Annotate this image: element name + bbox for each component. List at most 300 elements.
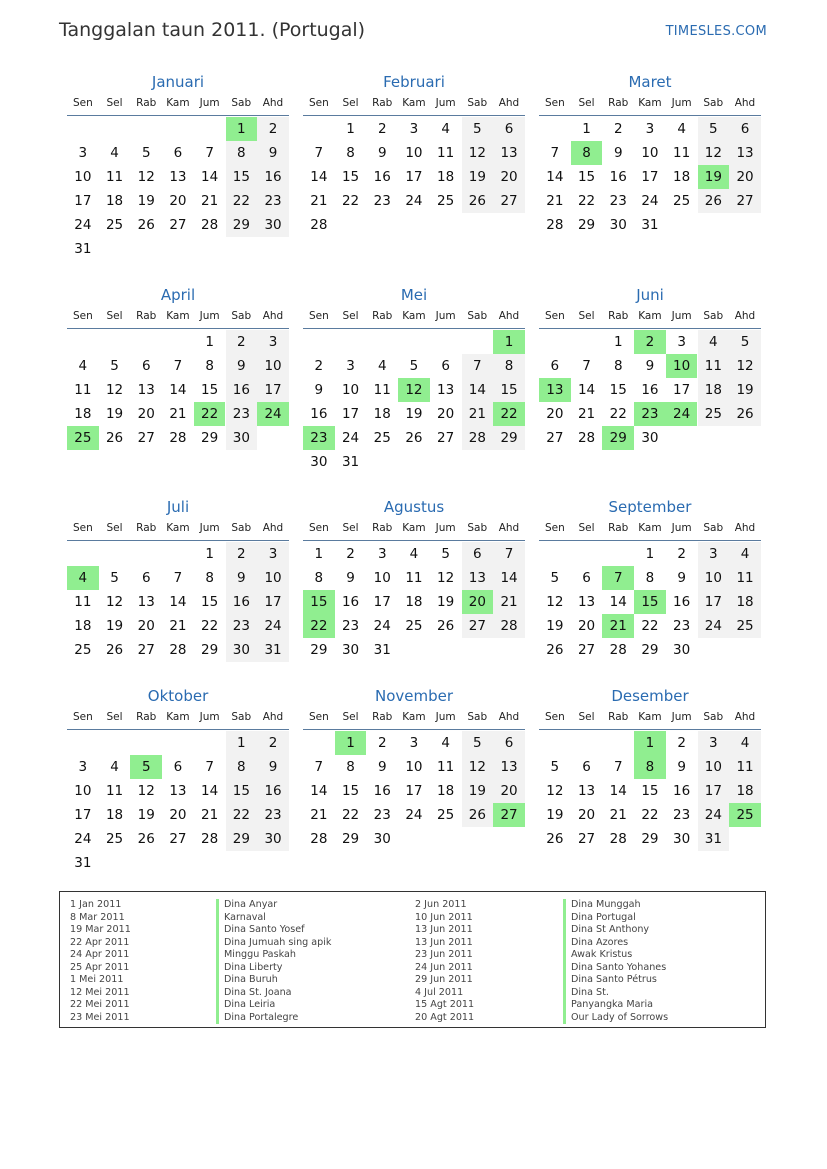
holiday-name: Dina St.	[563, 987, 668, 1000]
day-cell: 19	[729, 378, 761, 402]
weekday-header	[303, 711, 525, 727]
month-name: Februari	[383, 73, 445, 91]
weekday-label: Jum	[199, 310, 220, 322]
day-cell: 16	[226, 378, 258, 402]
day-grid	[539, 730, 761, 876]
holiday-day-cell: 12	[398, 378, 430, 402]
day-cell: 18	[437, 783, 455, 799]
day-cell: 9	[377, 759, 387, 775]
day-cell: 6	[141, 570, 151, 586]
day-cell: 1	[346, 121, 355, 137]
weekday-label: Ahd	[734, 310, 756, 322]
month-agustus	[303, 497, 525, 687]
day-cell: 3	[257, 330, 289, 354]
day-cell: 24	[405, 807, 423, 823]
weekday-label: Sen	[308, 310, 329, 322]
holiday-name: Dina Santo Pétrus	[563, 974, 668, 987]
day-grid	[303, 116, 525, 262]
weekday-label: Sab	[703, 97, 724, 109]
holiday-name: Our Lady of Sorrows	[563, 1012, 668, 1025]
day-cell: 2	[377, 121, 387, 137]
day-cell: 6	[582, 759, 591, 775]
day-cell: 19	[137, 193, 155, 209]
weekday-label: Sab	[703, 310, 724, 322]
day-cell: 26	[729, 402, 761, 426]
weekday-label: Rab	[372, 310, 393, 322]
day-cell: 2	[314, 358, 324, 374]
day-cell: 31	[257, 638, 289, 662]
day-cell: 31	[373, 642, 391, 658]
day-cell: 29	[201, 642, 219, 658]
day-cell: 20	[169, 807, 187, 823]
weekday-label: Sab	[467, 310, 488, 322]
day-cell: 15	[493, 378, 525, 402]
weekday-header	[67, 522, 289, 538]
day-cell: 7	[314, 759, 324, 775]
day-cell: 18	[729, 779, 761, 803]
day-cell: 14	[201, 169, 219, 185]
day-cell: 29	[493, 426, 525, 450]
day-cell: 3	[677, 334, 686, 350]
holiday-day-cell: 13	[539, 378, 571, 402]
day-cell: 11	[729, 566, 761, 590]
day-cell: 10	[373, 570, 391, 586]
legend-dates-col-1	[70, 899, 131, 1024]
weekday-label: Ahd	[498, 711, 520, 723]
day-cell: 5	[141, 145, 151, 161]
day-cell: 22	[641, 618, 659, 634]
day-cell: 12	[729, 354, 761, 378]
day-cell: 6	[493, 117, 525, 141]
month-name: April	[160, 286, 196, 304]
day-cell: 11	[74, 382, 92, 398]
day-cell: 22	[226, 803, 258, 827]
day-cell: 19	[105, 618, 124, 634]
holiday-name: Dina Portalegre	[216, 1012, 331, 1025]
day-cell: 5	[462, 117, 494, 141]
day-cell: 11	[729, 755, 761, 779]
day-cell: 30	[257, 213, 289, 237]
holiday-name: Dina Jumuah sing apik	[216, 937, 331, 950]
day-cell: 20	[137, 406, 155, 422]
day-cell: 17	[341, 406, 360, 422]
day-cell: 5	[550, 570, 560, 586]
holiday-name: Dina Portugal	[563, 912, 668, 925]
weekday-label: Kam	[638, 522, 662, 534]
day-cell: 29	[226, 827, 258, 851]
day-cell: 1	[205, 546, 214, 562]
day-cell: 22	[641, 807, 659, 823]
day-cell: 14	[201, 783, 219, 799]
day-cell: 27	[169, 831, 187, 847]
day-cell: 30	[673, 831, 691, 847]
day-cell: 28	[609, 642, 627, 658]
day-cell: 28	[201, 217, 219, 233]
day-cell: 21	[310, 193, 328, 209]
day-cell: 15	[201, 382, 219, 398]
day-cell: 11	[405, 570, 423, 586]
day-cell: 13	[137, 382, 155, 398]
day-cell: 3	[409, 735, 419, 751]
day-cell: 6	[550, 358, 560, 374]
day-cell: 16	[373, 783, 391, 799]
day-cell: 8	[205, 570, 214, 586]
day-cell: 28	[493, 614, 525, 638]
weekday-label: Sen	[308, 522, 329, 534]
day-cell: 17	[698, 779, 730, 803]
page-title: Tanggalan taun 2011. (Portugal)	[59, 19, 366, 41]
day-cell: 18	[105, 193, 124, 209]
day-cell: 12	[137, 169, 155, 185]
day-cell: 20	[493, 165, 525, 189]
holiday-date: 4 Jul 2011	[415, 986, 464, 998]
holiday-date: 1 Jan 2011	[70, 899, 122, 910]
weekday-header	[67, 711, 289, 727]
day-cell: 10	[257, 566, 289, 590]
weekday-label: Sel	[578, 97, 595, 109]
day-cell: 26	[546, 831, 564, 847]
day-cell: 8	[613, 358, 623, 374]
day-cell: 17	[74, 193, 92, 209]
weekday-label: Rab	[372, 711, 393, 723]
day-cell: 3	[257, 542, 289, 566]
day-cell: 19	[546, 807, 564, 823]
holiday-name: Dina St Anthony	[563, 924, 668, 937]
holiday-name: Dina Santo Yosef	[216, 924, 331, 937]
weekday-label: Ahd	[498, 97, 520, 109]
day-cell: 5	[441, 546, 450, 562]
holiday-date: 25 Apr 2011	[70, 961, 130, 973]
day-cell: 5	[698, 117, 730, 141]
month-name: Desember	[611, 687, 689, 705]
day-cell: 13	[577, 783, 596, 799]
day-cell: 30	[226, 638, 258, 662]
day-cell: 30	[641, 430, 659, 446]
day-grid	[303, 329, 525, 475]
day-cell: 16	[373, 169, 391, 185]
day-cell: 31	[641, 217, 659, 233]
weekday-label: Sab	[231, 310, 252, 322]
weekday-label: Sab	[467, 97, 488, 109]
day-cell: 25	[437, 193, 455, 209]
holiday-day-cell: 24	[666, 402, 698, 426]
day-cell: 26	[405, 430, 423, 446]
day-cell: 12	[437, 570, 455, 586]
weekday-label: Sel	[578, 310, 595, 322]
day-cell: 2	[226, 330, 258, 354]
weekday-label: Sel	[342, 97, 359, 109]
day-cell: 11	[437, 145, 455, 161]
holiday-date: 23 Mei 2011	[70, 1011, 130, 1023]
day-cell: 17	[74, 807, 92, 823]
day-cell: 16	[673, 783, 691, 799]
day-cell: 4	[729, 731, 761, 755]
day-cell: 29	[577, 217, 596, 233]
day-cell: 15	[341, 783, 360, 799]
weekday-label: Jum	[435, 310, 456, 322]
day-cell: 1	[226, 731, 258, 755]
day-cell: 22	[577, 193, 596, 209]
weekday-label: Ahd	[262, 711, 284, 723]
day-cell: 9	[226, 566, 258, 590]
weekday-label: Jum	[199, 522, 220, 534]
holiday-day-cell: 7	[602, 566, 634, 590]
weekday-label: Ahd	[734, 522, 756, 534]
weekday-label: Sen	[72, 522, 93, 534]
day-cell: 26	[105, 430, 124, 446]
day-cell: 2	[257, 731, 289, 755]
day-cell: 23	[373, 193, 391, 209]
day-cell: 25	[729, 614, 761, 638]
day-cell: 21	[493, 590, 525, 614]
holiday-day-cell: 22	[493, 402, 525, 426]
weekday-header	[539, 711, 761, 727]
holiday-day-cell: 1	[226, 117, 258, 141]
day-cell: 16	[226, 590, 258, 614]
day-cell: 1	[645, 546, 655, 562]
day-cell: 30	[257, 827, 289, 851]
day-cell: 5	[550, 759, 560, 775]
day-cell: 23	[226, 614, 258, 638]
weekday-label: Sen	[308, 711, 329, 723]
month-name: Juni	[636, 286, 664, 304]
holiday-day-cell: 22	[194, 402, 226, 426]
month-name: Oktober	[147, 687, 209, 705]
weekday-label: Rab	[136, 711, 157, 723]
holiday-day-cell: 15	[634, 590, 666, 614]
weekday-label: Kam	[402, 97, 426, 109]
day-cell: 26	[137, 217, 155, 233]
day-cell: 21	[169, 406, 187, 422]
holiday-day-cell: 5	[130, 755, 162, 779]
weekday-label: Jum	[199, 711, 220, 723]
day-cell: 19	[105, 406, 124, 422]
site-link[interactable]: TIMESLES.COM	[665, 24, 767, 39]
day-cell: 29	[226, 213, 258, 237]
holiday-day-cell: 29	[602, 426, 634, 450]
weekday-label: Sen	[544, 310, 565, 322]
day-cell: 21	[462, 402, 494, 426]
day-cell: 11	[673, 145, 691, 161]
day-cell: 13	[493, 755, 525, 779]
day-cell: 20	[437, 406, 455, 422]
day-cell: 21	[310, 807, 328, 823]
day-cell: 12	[462, 755, 494, 779]
day-cell: 8	[205, 358, 214, 374]
day-cell: 15	[341, 169, 360, 185]
day-cell: 16	[609, 169, 627, 185]
day-cell: 4	[377, 358, 387, 374]
day-cell: 19	[405, 406, 423, 422]
day-cell: 22	[341, 193, 360, 209]
day-cell: 8	[493, 354, 525, 378]
day-cell: 3	[377, 546, 387, 562]
weekday-label: Sen	[544, 711, 565, 723]
day-cell: 14	[310, 783, 328, 799]
day-cell: 18	[74, 618, 92, 634]
day-cell: 10	[641, 145, 659, 161]
day-cell: 2	[377, 735, 387, 751]
day-cell: 24	[373, 618, 391, 634]
day-cell: 18	[673, 169, 691, 185]
day-cell: 31	[74, 241, 92, 257]
month-name: November	[374, 687, 454, 705]
day-cell: 9	[226, 354, 258, 378]
day-cell: 24	[698, 614, 730, 638]
day-cell: 8	[346, 759, 355, 775]
weekday-label: Sen	[308, 97, 329, 109]
holiday-day-cell: 8	[571, 141, 603, 165]
weekday-label: Rab	[372, 97, 393, 109]
day-cell: 26	[462, 189, 494, 213]
day-grid	[539, 116, 761, 262]
weekday-label: Rab	[608, 97, 629, 109]
day-cell: 9	[677, 570, 686, 586]
day-cell: 25	[405, 618, 423, 634]
day-cell: 21	[609, 807, 627, 823]
day-cell: 13	[169, 169, 187, 185]
weekday-label: Sab	[231, 97, 252, 109]
day-cell: 20	[546, 406, 564, 422]
day-cell: 3	[645, 121, 655, 137]
day-cell: 15	[641, 783, 659, 799]
day-cell: 19	[546, 618, 564, 634]
day-cell: 9	[314, 382, 324, 398]
weekday-label: Kam	[638, 97, 662, 109]
day-cell: 28	[577, 430, 596, 446]
day-grid	[539, 541, 761, 687]
day-cell: 28	[609, 831, 627, 847]
weekday-label: Sel	[342, 711, 359, 723]
day-cell: 4	[441, 121, 450, 137]
day-cell: 14	[609, 594, 627, 610]
day-cell: 10	[405, 759, 423, 775]
day-cell: 6	[729, 117, 761, 141]
weekday-label: Rab	[372, 522, 393, 534]
weekday-label: Sel	[578, 522, 595, 534]
day-cell: 20	[493, 779, 525, 803]
holiday-day-cell: 22	[303, 614, 335, 638]
holiday-name: Dina Munggah	[563, 899, 668, 912]
day-cell: 30	[673, 642, 691, 658]
holiday-date: 24 Jun 2011	[415, 961, 473, 973]
month-februari	[303, 72, 525, 262]
weekday-label: Jum	[435, 522, 456, 534]
holiday-day-cell: 27	[493, 803, 525, 827]
day-cell: 17	[257, 378, 289, 402]
holiday-name: Dina Buruh	[216, 974, 331, 987]
month-name: Maret	[628, 73, 672, 91]
day-cell: 30	[341, 642, 360, 658]
weekday-label: Rab	[136, 310, 157, 322]
day-cell: 23	[257, 189, 289, 213]
month-name: September	[608, 498, 692, 516]
day-cell: 26	[698, 189, 730, 213]
day-cell: 18	[105, 807, 124, 823]
holiday-date: 10 Jun 2011	[415, 911, 473, 923]
day-cell: 13	[493, 141, 525, 165]
day-cell: 23	[673, 807, 691, 823]
weekday-label: Sen	[72, 97, 93, 109]
weekday-label: Kam	[166, 711, 190, 723]
day-cell: 30	[226, 426, 258, 450]
day-cell: 28	[310, 217, 328, 233]
day-cell: 24	[405, 193, 423, 209]
day-cell: 13	[729, 141, 761, 165]
day-cell: 21	[169, 618, 187, 634]
day-cell: 3	[698, 731, 730, 755]
day-cell: 10	[698, 566, 730, 590]
weekday-label: Jum	[435, 97, 456, 109]
weekday-label: Sen	[544, 97, 565, 109]
day-cell: 5	[462, 731, 494, 755]
day-cell: 13	[137, 594, 155, 610]
weekday-label: Kam	[638, 310, 662, 322]
day-cell: 6	[493, 731, 525, 755]
day-cell: 23	[609, 193, 627, 209]
day-cell: 23	[341, 618, 360, 634]
day-cell: 7	[314, 145, 324, 161]
day-cell: 26	[105, 642, 124, 658]
holiday-date: 2 Jun 2011	[415, 899, 467, 910]
day-cell: 18	[405, 594, 423, 610]
day-cell: 31	[74, 855, 92, 871]
day-cell: 12	[137, 783, 155, 799]
day-cell: 7	[462, 354, 494, 378]
day-cell: 18	[729, 590, 761, 614]
day-cell: 6	[173, 759, 183, 775]
day-cell: 16	[257, 165, 289, 189]
day-cell: 17	[405, 169, 423, 185]
day-cell: 7	[613, 759, 623, 775]
day-cell: 7	[550, 145, 560, 161]
day-cell: 5	[409, 358, 419, 374]
day-cell: 7	[205, 145, 214, 161]
weekday-label: Sen	[544, 522, 565, 534]
holiday-day-cell: 25	[67, 426, 99, 450]
day-cell: 19	[137, 807, 155, 823]
day-cell: 21	[577, 406, 596, 422]
day-cell: 3	[698, 542, 730, 566]
weekday-label: Sab	[231, 522, 252, 534]
day-cell: 17	[373, 594, 391, 610]
day-cell: 2	[613, 121, 623, 137]
day-cell: 13	[462, 566, 494, 590]
day-cell: 15	[201, 594, 219, 610]
day-cell: 8	[314, 570, 324, 586]
day-cell: 14	[169, 382, 187, 398]
holiday-day-cell: 1	[335, 731, 367, 755]
day-cell: 1	[314, 546, 324, 562]
weekday-label: Kam	[402, 711, 426, 723]
day-cell: 12	[698, 141, 730, 165]
holiday-date: 13 Jun 2011	[415, 936, 473, 948]
day-cell: 21	[546, 193, 564, 209]
day-cell: 8	[645, 570, 655, 586]
day-cell: 10	[698, 755, 730, 779]
day-cell: 19	[462, 165, 494, 189]
holiday-day-cell: 19	[698, 165, 730, 189]
holiday-date: 12 Mei 2011	[70, 986, 130, 998]
weekday-label: Sab	[703, 711, 724, 723]
day-cell: 4	[110, 759, 119, 775]
day-cell: 27	[546, 430, 564, 446]
month-mei	[303, 285, 525, 475]
day-cell: 8	[346, 145, 355, 161]
weekday-label: Kam	[638, 711, 662, 723]
holiday-name: Minggu Paskah	[216, 949, 331, 962]
day-cell: 24	[257, 614, 289, 638]
